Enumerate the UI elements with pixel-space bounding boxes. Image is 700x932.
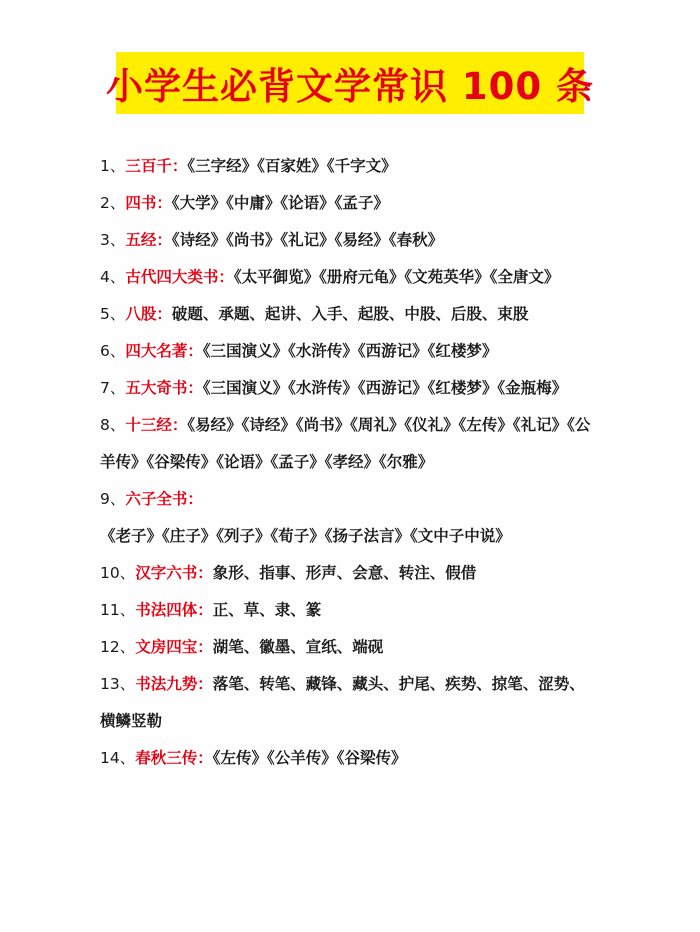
item-label: 文房四宝： [135, 638, 213, 656]
item-content: 象形、指事、形声、会意、转注、假借 [212, 564, 477, 582]
item-number: 7、 [100, 379, 126, 397]
item-number: 12、 [100, 638, 136, 656]
item-content: 落笔、转笔、藏锋、藏头、护尾、疾势、掠笔、涩势、横鳞竖勒 [100, 675, 585, 730]
item-number: 11、 [100, 601, 136, 619]
item-number: 13、 [100, 675, 136, 693]
item-content: 《诗经》《尚书》《礼记》《易经》《春秋》 [171, 231, 444, 249]
item-number: 3、 [100, 231, 126, 249]
item-number: 2、 [100, 194, 126, 212]
page-title: 小学生必背文学常识 100 条 [106, 65, 594, 108]
list-item [100, 629, 600, 666]
item-label: 汉字六书： [135, 564, 213, 582]
item-label: 书法九势： [135, 675, 213, 693]
item-label: 四书： [125, 194, 172, 212]
list-item [100, 333, 600, 370]
item-number: 5、 [100, 305, 126, 323]
item-content: 《老子》《庄子》《列子》《荀子》《扬子法言》《文中子中说》 [100, 527, 511, 545]
item-label: 十三经： [125, 416, 188, 434]
list-item [100, 222, 600, 259]
list-item [100, 481, 600, 555]
list-item [100, 296, 600, 333]
item-content: 《大学》《中庸》《论语》《孟子》 [171, 194, 389, 212]
item-label: 三百千： [125, 157, 188, 175]
item-label: 五大奇书： [125, 379, 203, 397]
list-item [100, 592, 600, 629]
item-number: 9、 [100, 490, 126, 508]
item-content: 《三字经》《百家姓》《千字文》 [187, 157, 397, 175]
title-banner [106, 52, 594, 114]
item-label: 六子全书： [125, 490, 203, 508]
item-label: 古代四大类书： [125, 268, 234, 286]
literature-list [100, 148, 600, 777]
list-item [100, 740, 600, 777]
item-content: 《太平御览》《册府元龟》《文苑英华》《全唐文》 [233, 268, 560, 286]
list-item [100, 666, 600, 740]
item-number: 8、 [100, 416, 126, 434]
item-content: 《三国演义》《水浒传》《西游记》《红楼梦》《金瓶梅》 [202, 379, 568, 397]
list-item [100, 185, 600, 222]
item-content: 《易经》《诗经》《尚书》《周礼》《仪礼》《左传》《礼记》《公羊传》《谷梁传》《论语》《孟子》《孝经》《尔雅》 [100, 416, 591, 471]
item-number: 14、 [100, 749, 136, 767]
item-content: 正、草、隶、篆 [212, 601, 322, 619]
item-label: 四大名著： [125, 342, 203, 360]
item-label: 八股： [125, 305, 172, 323]
item-number: 6、 [100, 342, 126, 360]
list-item [100, 555, 600, 592]
item-content: 《三国演义》《水浒传》《西游记》《红楼梦》 [202, 342, 498, 360]
list-item [100, 407, 600, 481]
item-content: 《左传》《公羊传》《谷梁传》 [212, 749, 407, 767]
list-item [100, 370, 600, 407]
item-content: 破题、承题、起讲、入手、起股、中股、后股、束股 [171, 305, 529, 323]
item-label: 春秋三传： [135, 749, 213, 767]
item-number: 10、 [100, 564, 136, 582]
item-label: 五经： [125, 231, 172, 249]
list-item [100, 148, 600, 185]
item-number: 1、 [100, 157, 126, 175]
item-content: 湖笔、徽墨、宣纸、端砚 [212, 638, 384, 656]
item-label: 书法四体： [135, 601, 213, 619]
list-item [100, 259, 600, 296]
item-number: 4、 [100, 268, 126, 286]
